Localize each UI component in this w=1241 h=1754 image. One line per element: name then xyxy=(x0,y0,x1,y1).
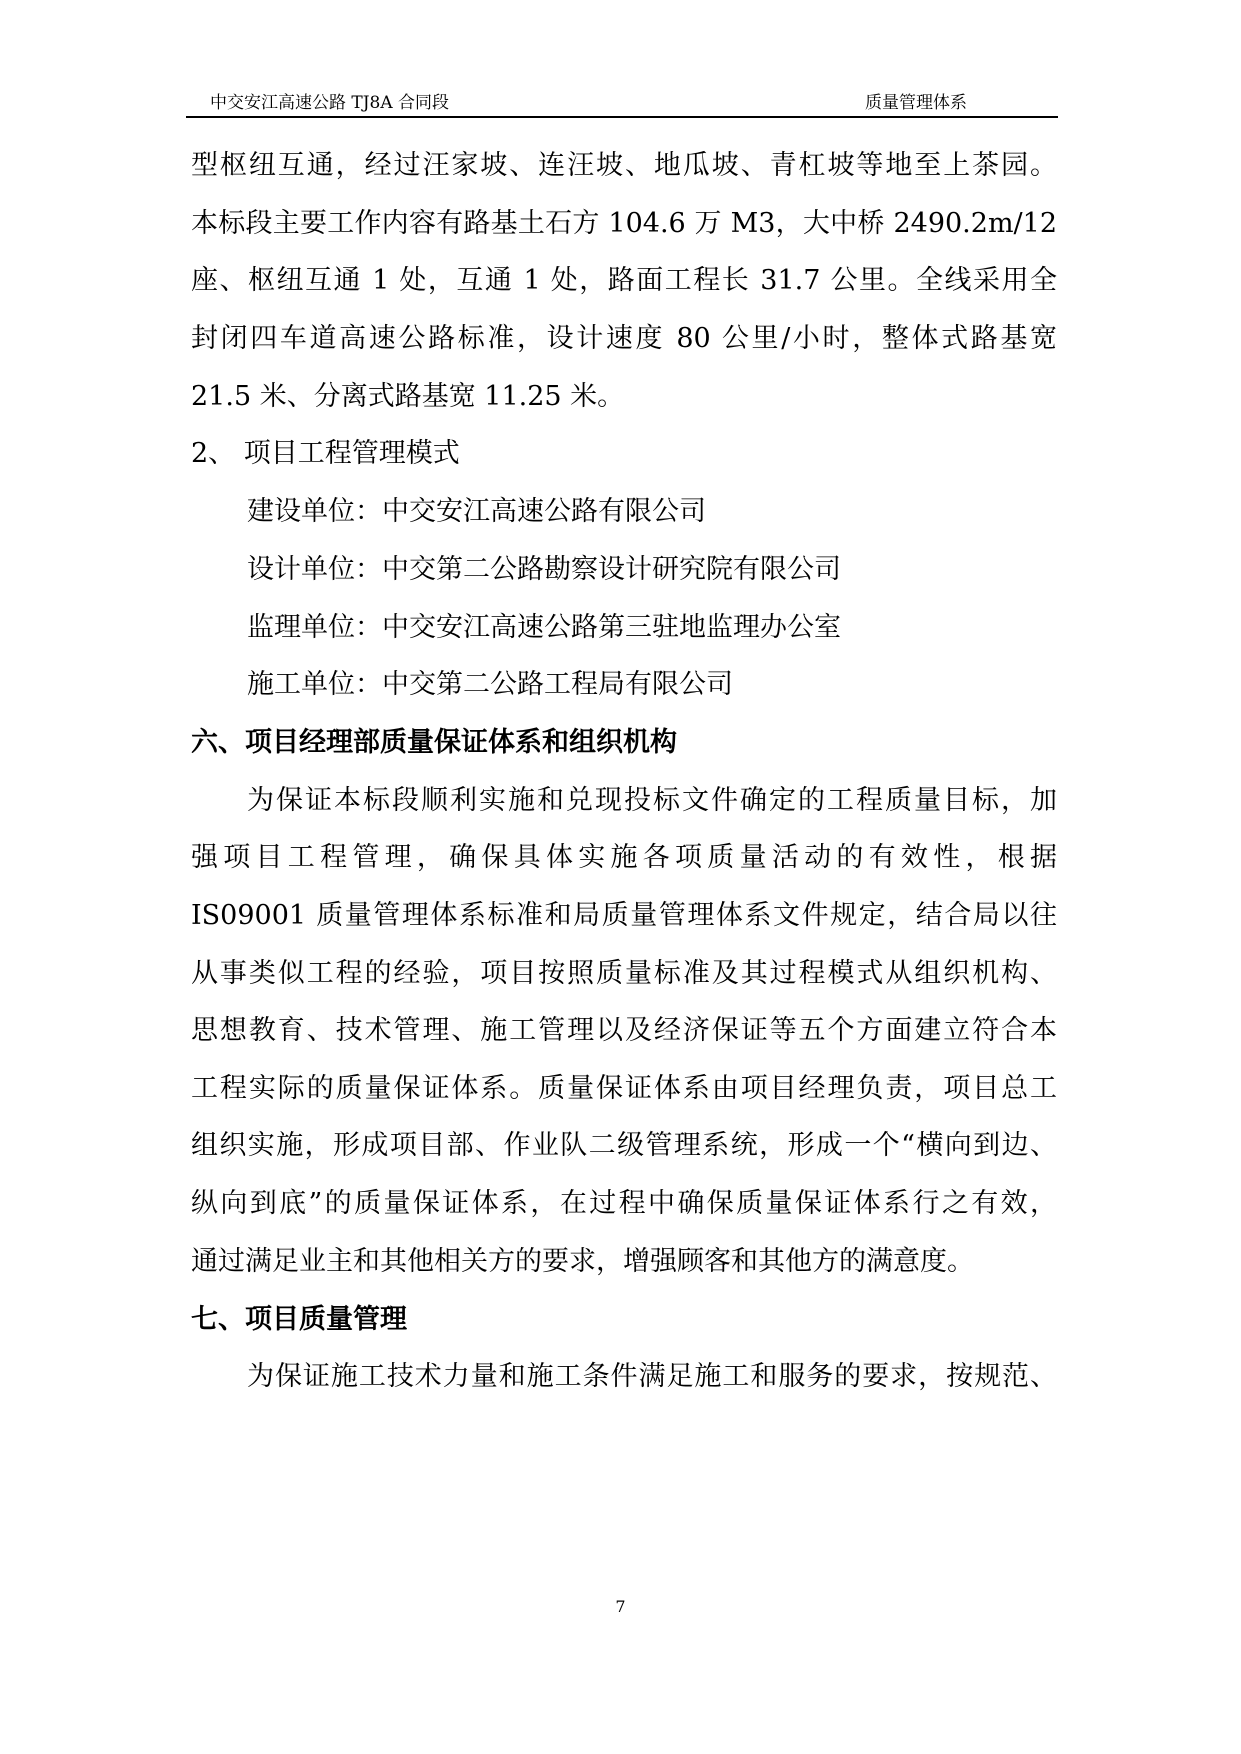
page-number: 7 xyxy=(615,1597,626,1616)
construction-unit-line: 建设单位：中交安江高速公路有限公司 xyxy=(247,496,706,527)
body-text-line: 为保证施工技术力量和施工条件满足施工和服务的要求，按规范、 xyxy=(247,1361,1057,1392)
body-text-line: 21.5 米、分离式路基宽 11.25 米。 xyxy=(191,381,625,412)
body-text-line: 本标段主要工作内容有路基土石方 104.6 万 M3，大中桥 2490.2m/12 xyxy=(191,208,1057,239)
header-section-title: 质量管理体系 xyxy=(865,93,967,113)
body-text-line: 工程实际的质量保证体系。质量保证体系由项目经理负责，项目总工 xyxy=(191,1073,1057,1104)
body-text-line: 组织实施，形成项目部、作业队二级管理系统，形成一个“横向到边、 xyxy=(191,1130,1057,1161)
body-text-line: 纵向到底”的质量保证体系，在过程中确保质量保证体系行之有效， xyxy=(191,1188,1057,1219)
body-text-line: 座、枢纽互通 1 处，互通 1 处，路面工程长 31.7 公里。全线采用全 xyxy=(191,265,1057,296)
contractor-unit-line: 施工单位：中交第二公路工程局有限公司 xyxy=(247,669,733,700)
body-text-line: 思想教育、技术管理、施工管理以及经济保证等五个方面建立符合本 xyxy=(191,1015,1057,1046)
subsection-heading: 2、 项目工程管理模式 xyxy=(191,438,460,469)
section-heading-seven: 七、项目质量管理 xyxy=(191,1304,407,1335)
body-text-line: 型枢纽互通，经过汪家坡、连汪坡、地瓜坡、青杠坡等地至上茶园。 xyxy=(191,150,1057,181)
body-text-line: IS09001 质量管理体系标准和局质量管理体系文件规定，结合局以往 xyxy=(191,900,1057,931)
section-heading-six: 六、项目经理部质量保证体系和组织机构 xyxy=(191,727,677,758)
body-text-line: 为保证本标段顺利实施和兑现投标文件确定的工程质量目标，加 xyxy=(247,785,1057,816)
body-text-line: 从事类似工程的经验，项目按照质量标准及其过程模式从组织机构、 xyxy=(191,958,1057,989)
supervision-unit-line: 监理单位：中交安江高速公路第三驻地监理办公室 xyxy=(247,612,841,643)
body-text-line: 强项目工程管理，确保具体实施各项质量活动的有效性，根据 xyxy=(191,842,1057,873)
design-unit-line: 设计单位：中交第二公路勘察设计研究院有限公司 xyxy=(247,554,841,585)
body-text-line: 封闭四车道高速公路标准，设计速度 80 公里/小时，整体式路基宽 xyxy=(191,323,1057,354)
body-text-line: 通过满足业主和其他相关方的要求，增强顾客和其他方的满意度。 xyxy=(191,1246,974,1277)
header-project-title: 中交安江高速公路 TJ8A 合同段 xyxy=(210,93,450,113)
page-header xyxy=(186,82,1058,118)
